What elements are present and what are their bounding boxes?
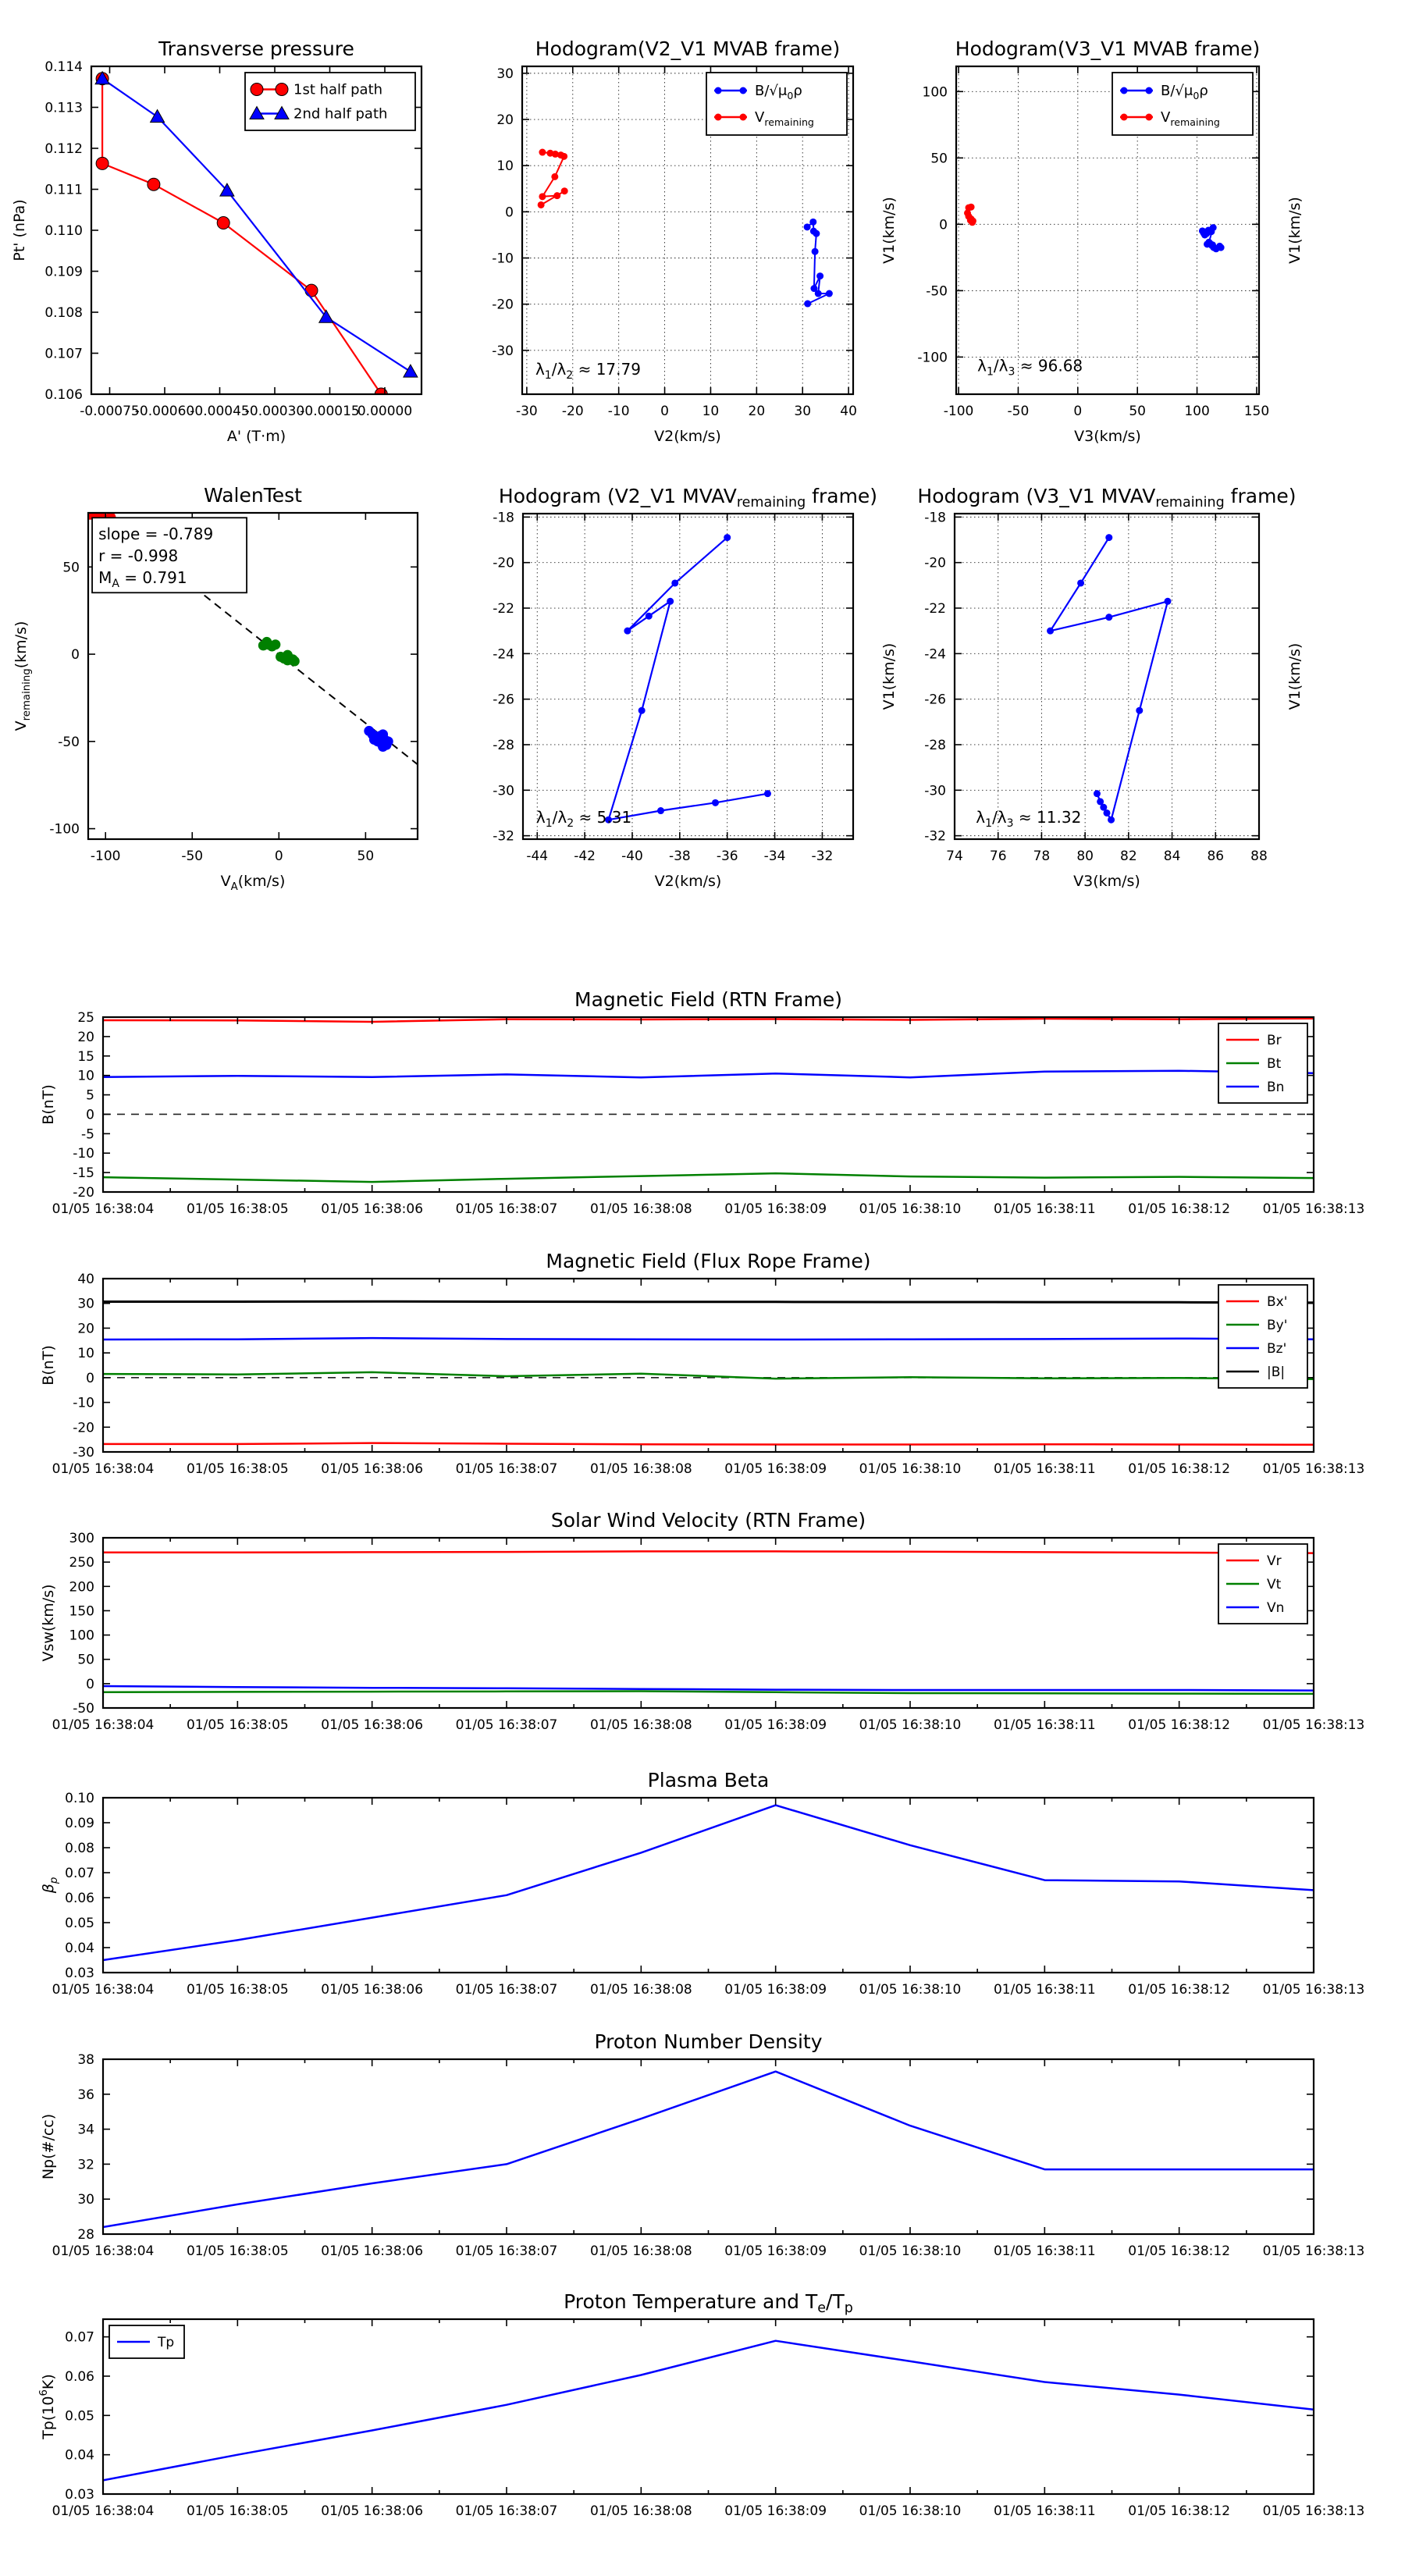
y-tick-label: 0.113 — [44, 100, 83, 116]
y-axis-label: $V_{remaining}(km/s)$ — [12, 621, 33, 731]
y-tick-label: 38 — [77, 2052, 94, 2068]
x-tick-label: -36 — [716, 849, 738, 864]
x-tick-label: 01/05 16:38:13 — [1262, 1982, 1365, 1998]
y-tick-label: 0.07 — [65, 1866, 94, 1881]
legend-label: $V_{remaining}$ — [755, 109, 814, 128]
y-tick-label: 15 — [77, 1048, 94, 1065]
x-tick-label: 0 — [1073, 404, 1083, 419]
legend-label: $B/√\mu_0\rho$ — [755, 83, 802, 101]
x-tick-label: -0.00030 — [244, 404, 305, 419]
y-tick-label: -20 — [73, 1185, 94, 1201]
legend-label: 2nd half path — [293, 105, 388, 123]
y-tick-label: 200 — [69, 1579, 94, 1596]
y-tick-label: -50 — [73, 1701, 94, 1717]
x-tick-label: -0.00060 — [134, 404, 195, 419]
x-tick-label: 50 — [357, 849, 375, 864]
plot-transverse-pressure — [11, 37, 422, 445]
plot-title: Hodogram (V2_V1 $MVAV_{remaining}$ frame) — [498, 485, 878, 511]
x-tick-label: 01/05 16:38:06 — [321, 1717, 424, 1733]
legend-label: By' — [1267, 1318, 1288, 1333]
x-tick-label: 150 — [1243, 404, 1270, 419]
x-tick-label: 01/05 16:38:13 — [1262, 1717, 1365, 1733]
x-tick-label: 01/05 16:38:12 — [1128, 1201, 1231, 1217]
y-tick-label: 50 — [62, 560, 80, 576]
x-tick-label: 01/05 16:38:08 — [589, 1717, 692, 1733]
x-tick-label: 10 — [702, 404, 720, 419]
x-axis-label: $V_A(km/s)$ — [220, 873, 286, 893]
x-tick-label: 01/05 16:38:04 — [52, 1201, 155, 1217]
y-tick-label: -24 — [493, 646, 514, 663]
x-tick-label: -30 — [515, 404, 538, 419]
x-tick-label: 01/05 16:38:10 — [859, 2243, 962, 2259]
y-tick-label: 0.05 — [65, 2408, 94, 2425]
plot-transverse-pressure-legend — [245, 73, 415, 130]
x-tick-label: 01/05 16:38:10 — [859, 1982, 962, 1998]
x-tick-label: 01/05 16:38:08 — [589, 1461, 692, 1477]
plot-solar-wind-velocity — [40, 1509, 1364, 1733]
x-tick-label: 01/05 16:38:06 — [321, 1982, 424, 1998]
y-tick-label: -22 — [924, 601, 946, 617]
y-tick-label: -20 — [493, 555, 514, 571]
x-axis-label: V2(km/s) — [654, 873, 722, 890]
x-tick-label: -100 — [943, 404, 974, 419]
y-tick-label: 100 — [922, 84, 948, 101]
legend-label: Vt — [1267, 1577, 1282, 1592]
x-tick-label: 01/05 16:38:11 — [993, 1461, 1096, 1477]
y-tick-label: 0.109 — [44, 264, 83, 280]
x-tick-label: 01/05 16:38:10 — [859, 2503, 962, 2519]
x-tick-label: 0.00000 — [357, 404, 413, 419]
x-tick-label: 01/05 16:38:07 — [455, 1201, 558, 1217]
y-tick-label: 0.111 — [44, 182, 83, 198]
x-tick-label: 100 — [1184, 404, 1210, 419]
x-tick-label: -50 — [181, 849, 204, 864]
y-tick-label: -20 — [924, 555, 946, 571]
plot-hodogram-v2v1-mvab — [492, 37, 898, 445]
x-tick-label: 50 — [1129, 404, 1147, 419]
y-tick-label: -32 — [924, 828, 946, 845]
y-tick-label: 0.06 — [65, 1891, 94, 1906]
x-tick-label: 01/05 16:38:13 — [1262, 1461, 1365, 1477]
y-tick-label: 100 — [69, 1628, 94, 1644]
plot-hodogram-v3v1-mvav — [917, 485, 1304, 890]
x-tick-label: 01/05 16:38:07 — [455, 2243, 558, 2259]
x-tick-label: 74 — [946, 849, 963, 864]
y-tick-label: 10 — [77, 1346, 94, 1362]
plot-hodogram-v2v1-mvab-legend — [706, 73, 847, 135]
y-axis-label: V1(km/s) — [880, 197, 898, 264]
legend-label: Bt — [1267, 1056, 1282, 1072]
plot-hodogram-v3v1-mvab-legend — [1112, 73, 1253, 135]
y-tick-label: 10 — [77, 1068, 94, 1084]
y-tick-label: 0.06 — [65, 2368, 94, 2385]
x-tick-label: 01/05 16:38:12 — [1128, 2503, 1231, 2519]
x-tick-label: -32 — [811, 849, 834, 864]
y-tick-label: 30 — [77, 1296, 94, 1312]
y-tick-label: -30 — [493, 783, 514, 799]
x-tick-label: -0.00045 — [190, 404, 250, 419]
x-tick-label: 84 — [1163, 849, 1181, 864]
x-tick-label: 01/05 16:38:04 — [52, 2503, 155, 2519]
plot-title: WalenTest — [204, 484, 302, 507]
x-tick-label: 01/05 16:38:11 — [993, 2503, 1096, 2519]
x-tick-label: 01/05 16:38:06 — [321, 2243, 424, 2259]
y-tick-label: -15 — [73, 1165, 94, 1182]
y-axis-label: V1(km/s) — [880, 642, 898, 710]
x-tick-label: -100 — [90, 849, 121, 864]
y-tick-label: 0.05 — [65, 1916, 94, 1931]
y-tick-label: -20 — [73, 1420, 94, 1436]
y-tick-label: 0.114 — [44, 59, 83, 75]
y-tick-label: 0.07 — [65, 2329, 94, 2346]
y-tick-label: 0.110 — [44, 223, 83, 239]
y-axis-label: B(nT) — [40, 1345, 57, 1386]
y-tick-label: 25 — [77, 1010, 94, 1026]
annotation: r = -0.998 — [98, 546, 179, 565]
legend-label: Br — [1267, 1033, 1282, 1048]
x-tick-label: -20 — [561, 404, 584, 419]
x-tick-label: 30 — [794, 404, 812, 419]
y-tick-label: -100 — [49, 821, 80, 838]
y-tick-label: 0.03 — [65, 1966, 94, 1981]
plot-magnetic-field-rtn-legend — [1218, 1023, 1307, 1103]
y-axis-label: $Tp(10^6K)$ — [38, 2374, 57, 2439]
y-tick-label: 34 — [77, 2122, 94, 2138]
x-tick-label: 01/05 16:38:13 — [1262, 1201, 1365, 1217]
y-tick-label: 28 — [77, 2227, 94, 2243]
y-tick-label: 32 — [77, 2157, 94, 2173]
y-tick-label: -10 — [73, 1395, 94, 1411]
y-tick-label: 10 — [496, 158, 514, 175]
x-tick-label: 01/05 16:38:04 — [52, 1717, 155, 1733]
x-tick-label: 01/05 16:38:09 — [724, 1461, 827, 1477]
y-tick-label: 0.04 — [65, 2447, 94, 2464]
y-tick-label: 300 — [69, 1531, 94, 1546]
x-tick-label: 01/05 16:38:12 — [1128, 1461, 1231, 1477]
y-tick-label: 30 — [77, 2192, 94, 2208]
x-tick-label: -0.00015 — [300, 404, 360, 419]
y-tick-label: -32 — [493, 828, 514, 845]
x-tick-label: 01/05 16:38:05 — [186, 1982, 289, 1998]
plot-walen-test — [12, 484, 418, 893]
y-tick-label: 250 — [69, 1555, 94, 1571]
x-tick-label: 01/05 16:38:11 — [993, 1201, 1096, 1217]
x-tick-label: 01/05 16:38:10 — [859, 1717, 962, 1733]
x-tick-label: 20 — [748, 404, 766, 419]
legend-label: Tp — [158, 2335, 175, 2350]
legend-label: Vn — [1267, 1600, 1285, 1616]
plot-title: Hodogram(V3_V1 MVAB frame) — [955, 37, 1261, 60]
y-tick-label: 0 — [71, 647, 80, 664]
x-tick-label: 01/05 16:38:05 — [186, 2243, 289, 2259]
x-tick-label: 01/05 16:38:08 — [589, 1982, 692, 1998]
y-tick-label: -18 — [924, 510, 946, 526]
plot-title: Proton Temperature and $T_e/T_p$ — [564, 2290, 853, 2316]
x-tick-label: 01/05 16:38:13 — [1262, 2243, 1365, 2259]
x-tick-label: -38 — [668, 849, 691, 864]
legend-label: $B/√\mu_0\rho$ — [1161, 83, 1208, 101]
legend-label: $V_{remaining}$ — [1161, 109, 1220, 128]
x-tick-label: 01/05 16:38:12 — [1128, 2243, 1231, 2259]
y-tick-label: 50 — [930, 151, 948, 167]
y-tick-label: 0 — [86, 1370, 94, 1386]
x-tick-label: 01/05 16:38:09 — [724, 1717, 827, 1733]
x-tick-label: 01/05 16:38:06 — [321, 2503, 424, 2519]
x-tick-label: 01/05 16:38:08 — [589, 1201, 692, 1217]
x-tick-label: 86 — [1207, 849, 1225, 864]
y-tick-label: 36 — [77, 2087, 94, 2103]
y-tick-label: 0.03 — [65, 2487, 94, 2503]
plot-title: Magnetic Field (RTN Frame) — [574, 988, 842, 1011]
y-tick-label: -28 — [493, 737, 514, 753]
y-tick-label: -10 — [73, 1146, 94, 1162]
x-tick-label: 01/05 16:38:09 — [724, 1201, 827, 1217]
y-axis-label: Pt' (nPa) — [11, 199, 28, 262]
y-tick-label: 0.112 — [44, 141, 83, 157]
y-tick-label: 150 — [69, 1603, 94, 1620]
plot-title: Proton Number Density — [594, 2030, 823, 2053]
plot-title: Plasma Beta — [647, 1769, 770, 1791]
y-tick-label: 40 — [77, 1272, 94, 1287]
y-tick-label: 0.09 — [65, 1816, 94, 1831]
x-tick-label: 01/05 16:38:07 — [455, 2503, 558, 2519]
x-tick-label: 01/05 16:38:12 — [1128, 1717, 1231, 1733]
y-tick-label: -18 — [493, 510, 514, 526]
y-tick-label: 0 — [939, 217, 948, 233]
plot-proton-temperature — [38, 2290, 1364, 2519]
y-tick-label: -26 — [493, 692, 514, 708]
x-tick-label: 82 — [1120, 849, 1137, 864]
x-tick-label: 01/05 16:38:07 — [455, 1461, 558, 1477]
y-axis-label: B(nT) — [40, 1084, 57, 1125]
y-tick-label: -50 — [58, 734, 80, 750]
y-tick-label: -5 — [81, 1126, 94, 1143]
x-tick-label: 01/05 16:38:04 — [52, 1461, 155, 1477]
legend-label: Bz' — [1267, 1341, 1287, 1357]
y-tick-label: 20 — [77, 1321, 94, 1337]
x-axis-label: V3(km/s) — [1073, 873, 1140, 890]
y-tick-label: 20 — [77, 1029, 94, 1045]
y-tick-label: -30 — [492, 343, 514, 359]
x-tick-label: 01/05 16:38:05 — [186, 1717, 289, 1733]
x-tick-label: -42 — [574, 849, 596, 864]
annotation: $M_A = 0.791$ — [98, 568, 187, 590]
x-tick-label: 0 — [660, 404, 669, 419]
x-axis-label: A' (T·m) — [226, 428, 286, 445]
y-tick-label: -100 — [917, 350, 948, 366]
y-tick-label: 0.04 — [65, 1941, 94, 1956]
y-tick-label: -50 — [926, 283, 948, 300]
plot-proton-number-density — [40, 2030, 1364, 2259]
y-tick-label: 0 — [86, 1107, 94, 1123]
x-tick-label: 01/05 16:38:12 — [1128, 1982, 1231, 1998]
plot-magnetic-field-flux-rope-legend — [1218, 1285, 1307, 1388]
y-tick-label: -28 — [924, 737, 946, 753]
x-tick-label: 01/05 16:38:13 — [1262, 2503, 1365, 2519]
legend-label: Bx' — [1267, 1294, 1288, 1310]
legend-label: Bn — [1267, 1080, 1285, 1095]
x-tick-label: 01/05 16:38:08 — [589, 2503, 692, 2519]
series-line — [103, 1301, 1314, 1303]
x-tick-label: -0.00075 — [80, 404, 140, 419]
y-tick-label: 0.10 — [65, 1791, 94, 1806]
x-tick-label: 01/05 16:38:04 — [52, 2243, 155, 2259]
x-tick-label: 01/05 16:38:09 — [724, 2243, 827, 2259]
x-tick-label: 0 — [274, 849, 283, 864]
x-tick-label: 01/05 16:38:05 — [186, 1201, 289, 1217]
y-tick-label: 0.108 — [44, 305, 83, 321]
x-tick-label: 01/05 16:38:06 — [321, 1461, 424, 1477]
x-tick-label: 01/05 16:38:08 — [589, 2243, 692, 2259]
y-tick-label: 0.106 — [44, 387, 83, 403]
plot-hodogram-v3v1-mvab — [917, 37, 1304, 445]
x-tick-label: 01/05 16:38:04 — [52, 1982, 155, 1998]
x-tick-label: 01/05 16:38:11 — [993, 1982, 1096, 1998]
legend-label: Vr — [1267, 1553, 1282, 1569]
plot-magnetic-field-flux-rope — [40, 1250, 1364, 1477]
plot-solar-wind-velocity-legend — [1218, 1544, 1307, 1624]
y-axis-label: V1(km/s) — [1286, 197, 1304, 264]
plot-title: Hodogram(V2_V1 MVAB frame) — [535, 37, 841, 60]
x-tick-label: 80 — [1076, 849, 1094, 864]
x-tick-label: 01/05 16:38:09 — [724, 1982, 827, 1998]
plot-plasma-beta — [40, 1769, 1364, 1998]
plot-title: Hodogram (V3_V1 $MVAV_{remaining}$ frame) — [917, 485, 1297, 511]
x-tick-label: 01/05 16:38:06 — [321, 1201, 424, 1217]
x-tick-label: 78 — [1033, 849, 1051, 864]
y-axis-label: Np(#/cc) — [40, 2113, 57, 2180]
y-axis-label: Vsw(km/s) — [40, 1584, 57, 1662]
legend-label: 1st half path — [293, 81, 383, 98]
plot-title: Transverse pressure — [158, 37, 354, 60]
x-tick-label: 88 — [1250, 849, 1268, 864]
y-tick-label: 20 — [496, 112, 514, 129]
annotation: $\lambda_1/\lambda_2 \approx 5.31$ — [535, 808, 632, 831]
y-tick-label: -30 — [73, 1445, 94, 1461]
x-tick-label: -40 — [621, 849, 643, 864]
annotation: $\lambda_1/\lambda_3 \approx 96.68$ — [977, 356, 1083, 379]
annotation: $\lambda_1/\lambda_3 \approx 11.32$ — [976, 808, 1082, 831]
x-tick-label: -50 — [1007, 404, 1030, 419]
y-tick-label: 0.08 — [65, 1841, 94, 1856]
x-tick-label: 01/05 16:38:05 — [186, 1461, 289, 1477]
x-tick-label: 40 — [840, 404, 857, 419]
y-tick-label: -22 — [493, 601, 514, 617]
y-tick-label: -26 — [924, 692, 946, 708]
plot-title: Magnetic Field (Flux Rope Frame) — [546, 1250, 871, 1272]
y-tick-label: 0 — [86, 1676, 94, 1692]
y-tick-label: 0.107 — [44, 346, 83, 362]
y-tick-label: 0 — [505, 205, 514, 221]
plot-hodogram-v2v1-mvav — [493, 485, 898, 890]
x-tick-label: 01/05 16:38:11 — [993, 1717, 1096, 1733]
y-tick-label: -24 — [924, 646, 946, 663]
plot-magnetic-field-rtn — [40, 988, 1364, 1217]
y-tick-label: -10 — [492, 251, 514, 267]
x-tick-label: 01/05 16:38:09 — [724, 2503, 827, 2519]
x-tick-label: 01/05 16:38:10 — [859, 1201, 962, 1217]
y-axis-label: $\beta_p$ — [40, 1877, 60, 1894]
y-tick-label: 30 — [496, 66, 514, 82]
annotation: slope = -0.789 — [98, 524, 214, 543]
x-axis-label: V3(km/s) — [1074, 428, 1141, 445]
y-tick-label: 5 — [86, 1087, 94, 1104]
x-tick-label: 01/05 16:38:10 — [859, 1461, 962, 1477]
x-tick-label: -44 — [526, 849, 549, 864]
x-tick-label: 01/05 16:38:11 — [993, 2243, 1096, 2259]
x-tick-label: 01/05 16:38:07 — [455, 1982, 558, 1998]
x-tick-label: 01/05 16:38:05 — [186, 2503, 289, 2519]
legend-label: |B| — [1267, 1364, 1286, 1380]
x-tick-label: 01/05 16:38:07 — [455, 1717, 558, 1733]
x-axis-label: V2(km/s) — [654, 428, 721, 445]
y-tick-label: -30 — [924, 783, 946, 799]
x-tick-label: 76 — [989, 849, 1007, 864]
x-tick-label: -10 — [607, 404, 630, 419]
plot-title: Solar Wind Velocity (RTN Frame) — [550, 1509, 866, 1532]
plot-proton-temperature-legend — [109, 2325, 184, 2358]
y-axis-label: V1(km/s) — [1286, 642, 1304, 710]
y-tick-label: -20 — [492, 297, 514, 313]
x-tick-label: -34 — [763, 849, 786, 864]
annotation: $\lambda_1/\lambda_2 \approx 17.79$ — [535, 359, 641, 382]
y-tick-label: 50 — [77, 1652, 94, 1668]
